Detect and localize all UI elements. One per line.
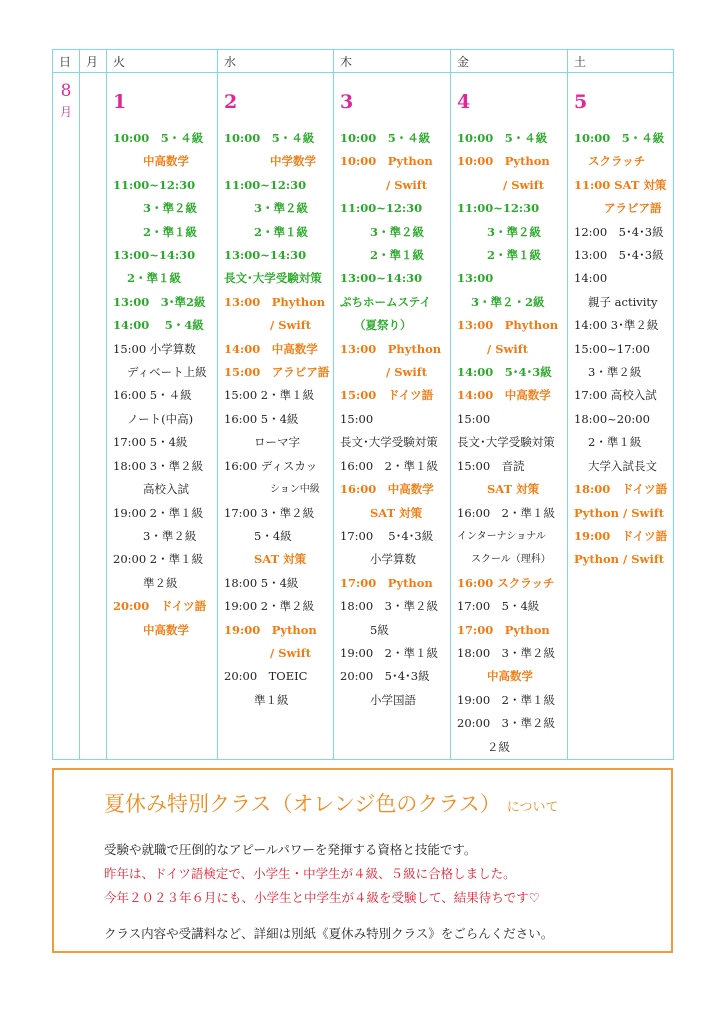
class-entry: （夏祭り） <box>354 318 412 333</box>
class-entry: 高校入試 <box>143 482 189 497</box>
class-entry: スクラッチ <box>588 154 646 169</box>
class-entry: 14:00 中高数学 <box>224 341 318 356</box>
class-entry: 13:00~14:30 <box>113 248 196 263</box>
class-entry: 19:00 ドイツ語 <box>574 528 668 543</box>
header-tuesday: 火 <box>107 50 218 73</box>
class-entry: 10:00 5・４級 <box>457 131 548 145</box>
class-entry: 15:00 アラビア語 <box>224 365 330 380</box>
notice-title-main: 夏休み特別クラス（オレンジ色のクラス） <box>104 792 501 816</box>
class-entry: 2・準１級 <box>143 224 198 239</box>
class-entry: 11:00~12:30 <box>224 177 307 192</box>
header-wednesday: 水 <box>218 50 334 73</box>
class-entry: 15:00 ドイツ語 <box>340 388 434 403</box>
class-entry: 13:00 Phython <box>224 294 326 309</box>
notice-line: 受験や就職で圧倒的なアピールパワーを発揮する資格と技能です。 <box>104 842 477 857</box>
class-entry: 大学入試長文 <box>588 458 657 473</box>
day-cell-saturday <box>568 73 674 760</box>
class-entry: 2・準１級 <box>487 248 542 263</box>
class-entry: 17:00 5・4級 <box>113 435 188 450</box>
class-entry: 16:00 2・準１級 <box>340 458 438 473</box>
class-entry: 16:00 5・4級 <box>224 411 299 426</box>
class-entry: 14:00 3･準２級 <box>574 318 659 333</box>
class-entry: 長文･大学受験対策 <box>457 435 555 450</box>
class-entry: 3・準２級 <box>143 528 197 543</box>
class-entry: 3・準２・2級 <box>471 294 545 309</box>
notice-title-suffix: について <box>506 800 559 815</box>
class-entry: / Swift <box>503 177 545 192</box>
week-row <box>53 73 674 760</box>
class-entry: 13:00~14:30 <box>224 248 307 263</box>
class-entry: 10:00 5・４級 <box>113 131 204 145</box>
class-entry: 18:00~20:00 <box>574 411 650 426</box>
class-entry: 15:00 2・準１級 <box>224 388 315 403</box>
notice-title <box>104 788 558 818</box>
weekday-header-row <box>53 50 674 73</box>
class-entry: 3・準２級 <box>143 201 198 216</box>
class-entry: 16:00 5・４級 <box>113 388 192 403</box>
class-entry: 20:00 3・準２級 <box>457 716 555 731</box>
class-entry: 10:00 5・４級 <box>574 131 665 145</box>
month-cell <box>53 73 80 760</box>
class-entry: 16:00 2・準１級 <box>457 505 555 520</box>
class-entry: 20:00 5･4･3級 <box>340 669 430 684</box>
class-entry: / Swift <box>386 365 428 380</box>
class-entry: 2・準１級 <box>127 271 182 286</box>
day-cell-thursday <box>334 73 451 760</box>
class-entry: 親子 activity <box>588 294 658 309</box>
class-entry: 16:00 中高数学 <box>340 482 434 497</box>
class-entry: / Swift <box>386 177 428 192</box>
class-entry: 17:00 5・4級 <box>457 599 540 614</box>
class-entry: 20:00 ドイツ語 <box>113 599 207 614</box>
class-entry: 19:00 Python <box>224 622 317 637</box>
class-entry: 18:00 3・準２級 <box>113 458 204 473</box>
date-number: 1 <box>113 91 127 113</box>
class-entry: 11:00~12:30 <box>340 201 423 216</box>
class-entry: 5級 <box>370 622 389 637</box>
notice-line-highlight: 今年２０２３年６月にも、小学生と中学生が４級を受験して、結果待ちです♡ <box>104 890 540 905</box>
class-entry: ぷちホームステイ <box>340 294 431 309</box>
date-number: 5 <box>574 91 588 113</box>
class-entry: 13:00~14:30 <box>340 271 423 286</box>
month-number: 8 <box>60 81 72 101</box>
class-entry: Python / Swift <box>574 505 665 520</box>
notice-line: クラス内容や受講料など、詳細は別紙《夏休み特別クラス》をごらんください。 <box>104 926 554 941</box>
class-entry: 18:00 ドイツ語 <box>574 482 668 497</box>
date-number: 2 <box>224 91 238 113</box>
class-entry: 17:00 Python <box>340 575 433 590</box>
class-list <box>107 127 217 642</box>
monday-cell <box>80 73 107 760</box>
class-entry: 2・準１級 <box>588 435 642 450</box>
class-entry: 20:00 2・準１級 <box>113 552 204 567</box>
class-entry: 11:00~12:30 <box>113 177 196 192</box>
class-entry: 11:00~12:30 <box>457 201 540 216</box>
class-list <box>334 127 450 712</box>
class-entry: 17:00 高校入試 <box>574 388 657 403</box>
class-entry: / Swift <box>270 645 312 660</box>
class-entry: 小学国語 <box>370 692 416 707</box>
class-entry: 13:00 5･4･3級 <box>574 248 664 263</box>
class-entry: 17:00 Python <box>457 622 550 637</box>
month-label: 月 <box>59 105 72 119</box>
class-list <box>218 127 333 712</box>
class-entry: 16:00 スクラッチ <box>457 575 555 590</box>
class-entry: 16:00 ディスカッ <box>224 458 318 473</box>
class-entry: 長文･大学受験対策 <box>224 271 322 286</box>
class-entry: 17:00 5･4･3級 <box>340 528 434 543</box>
class-entry: 19:00 2・準１級 <box>340 645 438 660</box>
class-entry: 13:00 Phython <box>340 341 442 356</box>
header-saturday: 土 <box>568 50 674 73</box>
class-entry: 3・準２級 <box>588 365 642 380</box>
class-entry: 準１級 <box>254 692 289 707</box>
notice-line-highlight: 昨年は、ドイツ語検定で、小学生・中学生が４級、５級に合格しました。 <box>104 866 516 881</box>
class-entry: 19:00 2・準１級 <box>457 692 555 707</box>
class-entry: 14:00 <box>574 271 608 286</box>
summer-class-notice <box>52 768 673 953</box>
header-friday: 金 <box>451 50 568 73</box>
class-entry: SAT 対策 <box>370 505 423 520</box>
class-entry: / Swift <box>487 341 529 356</box>
class-entry: アラビア語 <box>604 201 662 216</box>
class-entry: 15:00 <box>457 411 491 426</box>
class-entry: 12:00 5･4･3級 <box>574 224 664 239</box>
class-entry: 14:00 5･4･3級 <box>457 365 552 380</box>
class-entry: 2・準１級 <box>370 248 425 263</box>
class-entry: 14:00 中高数学 <box>457 388 551 403</box>
class-entry: 13:00 Phython <box>457 318 559 333</box>
class-entry: 2・準１級 <box>254 224 309 239</box>
class-entry: 中高数学 <box>143 154 189 169</box>
class-entry: 15:00 <box>340 411 374 426</box>
class-entry: 15:00~17:00 <box>574 341 650 356</box>
class-entry: Python / Swift <box>574 552 665 567</box>
class-entry: 19:00 2・準１級 <box>113 505 204 520</box>
class-entry: ディベート上級 <box>127 365 207 380</box>
day-cell-tuesday <box>107 73 218 760</box>
class-entry: ２級 <box>487 739 510 754</box>
class-entry: 14:00 5・4級 <box>113 318 204 333</box>
class-entry: 5・4級 <box>254 528 292 543</box>
class-entry: 15:00 音読 <box>457 458 525 473</box>
class-entry: 19:00 2・準２級 <box>224 599 315 614</box>
class-entry: 3・準２級 <box>370 224 425 239</box>
class-entry: 中高数学 <box>143 622 189 637</box>
date-number: 4 <box>457 91 471 113</box>
class-entry: 15:00 小学算数 <box>113 341 196 356</box>
header-sunday: 日 <box>53 50 80 73</box>
class-entry: 3・準２級 <box>487 224 542 239</box>
class-entry: ノート(中高) <box>127 411 194 426</box>
class-entry: 準２級 <box>143 575 178 590</box>
class-entry: 13:00 3･準2級 <box>113 294 206 309</box>
class-entry: SAT 対策 <box>487 482 540 497</box>
class-entry: 10:00 5・４級 <box>224 131 315 145</box>
day-cell-wednesday <box>218 73 334 760</box>
header-monday: 月 <box>80 50 107 73</box>
class-entry: 20:00 TOEIC <box>224 669 308 684</box>
class-entry: 17:00 3・準２級 <box>224 505 315 520</box>
class-entry: 3・準２級 <box>254 201 309 216</box>
class-entry: 11:00 SAT 対策 <box>574 177 667 192</box>
class-entry: ション中級 <box>270 484 320 496</box>
class-entry: / Swift <box>270 318 312 333</box>
class-entry: 18:00 5・4級 <box>224 575 299 590</box>
class-entry: ローマ字 <box>254 435 300 450</box>
class-entry: 10:00 5・４級 <box>340 131 431 145</box>
date-number: 3 <box>340 91 354 113</box>
class-entry: 18:00 3・準２級 <box>457 645 555 660</box>
day-cell-friday <box>451 73 568 760</box>
class-entry: 10:00 Python <box>457 154 550 169</box>
schedule-table <box>52 49 674 760</box>
header-thursday: 木 <box>334 50 451 73</box>
class-entry: 18:00 3・準２級 <box>340 599 438 614</box>
class-entry: インターナショナル <box>457 530 546 542</box>
class-entry: 中学数学 <box>270 154 316 169</box>
class-entry: SAT 対策 <box>254 552 307 567</box>
class-list <box>568 127 673 572</box>
class-list <box>451 127 567 759</box>
class-entry: 13:00 <box>457 271 494 286</box>
class-entry: 10:00 Python <box>340 154 433 169</box>
class-entry: 中高数学 <box>487 669 533 684</box>
class-entry: 長文･大学受験対策 <box>340 435 438 450</box>
class-entry: 小学算数 <box>370 552 416 567</box>
class-entry: スクール（理科） <box>471 554 551 566</box>
